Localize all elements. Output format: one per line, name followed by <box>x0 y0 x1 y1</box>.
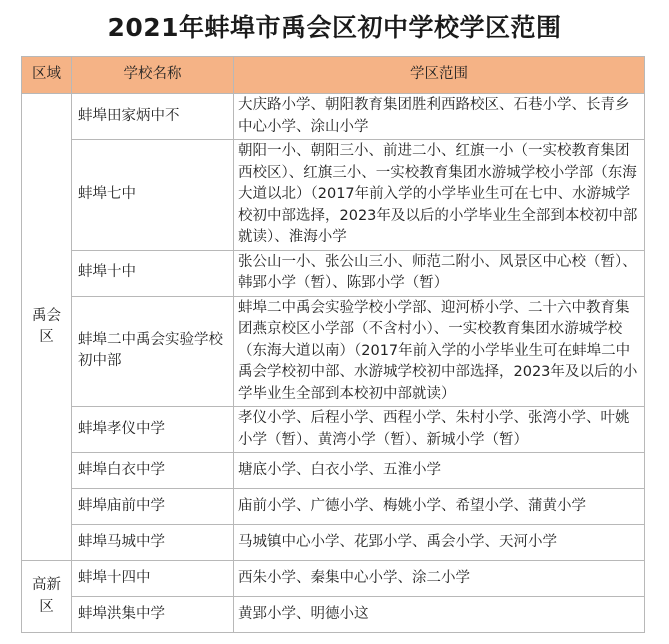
scope-cell: 大庆路小学、朝阳教育集团胜利西路校区、石巷小学、长青乡中心小学、涂山小学 <box>234 94 645 140</box>
table-row <box>22 453 645 489</box>
school-name-cell: 蚌埠孝仪中学 <box>72 407 234 453</box>
scope-cell: 塘底小学、白衣小学、五淮小学 <box>234 453 645 489</box>
scope-cell: 西朱小学、秦集中心小学、涂二小学 <box>234 561 645 597</box>
table-row <box>22 94 645 140</box>
district-cell-yuhui: 禹会区 <box>22 94 72 561</box>
school-name-cell: 蚌埠十中 <box>72 250 234 296</box>
school-name-cell: 蚌埠洪集中学 <box>72 597 234 633</box>
page-title: 2021年蚌埠市禹会区初中学校学区范围 <box>107 13 562 42</box>
school-name-cell: 蚌埠白衣中学 <box>72 453 234 489</box>
school-name-cell: 蚌埠马城中学 <box>72 525 234 561</box>
table-header-row <box>22 57 645 94</box>
scope-cell: 孝仪小学、后程小学、西程小学、朱村小学、张湾小学、叶姚小学（暂）、黄湾小学（暂）、新城小学（暂） <box>234 407 645 453</box>
table-row <box>22 407 645 453</box>
school-name-cell: 蚌埠七中 <box>72 140 234 251</box>
table-row <box>22 140 645 251</box>
school-name-cell: 蚌埠庙前中学 <box>72 489 234 525</box>
school-district-table <box>21 56 645 633</box>
table-row <box>22 296 645 407</box>
header-school-name: 学校名称 <box>72 57 234 94</box>
school-name-cell: 蚌埠十四中 <box>72 561 234 597</box>
scope-cell: 张公山一小、张公山三小、师范二附小、风景区中心校（暂）、韩郢小学（暂）、陈郢小学（暂） <box>234 250 645 296</box>
district-cell-gaoxin: 高新区 <box>22 561 72 633</box>
school-name-cell: 蚌埠田家炳中不 <box>72 94 234 140</box>
header-scope: 学区范围 <box>234 57 645 94</box>
scope-cell: 朝阳一小、朝阳三小、前进二小、红旗一小（一实校教育集团西校区）、红旗三小、一实校教育集团水游城学校小学部（东海大道以北）（2017年前入学的小学毕业生可在七中、水游城学校初中部选择，2023年及以后的小学毕业生全部到本校初中部就读）、淮海小学 <box>234 140 645 251</box>
scope-cell: 蚌埠二中禹会实验学校小学部、迎河桥小学、二十六中教育集团燕京校区小学部（不含村小）、一实校教育集团水游城学校（东海大道以南）（2017年前入学的小学毕业生可在蚌埠二中禹会学校初中部、水游城学校初中部选择，2023年及以后的小学毕业生全部到本校初中部就读） <box>234 296 645 407</box>
scope-cell: 黄郢小学、明德小这 <box>234 597 645 633</box>
scope-cell: 庙前小学、广德小学、梅姚小学、希望小学、蒲黄小学 <box>234 489 645 525</box>
table-row <box>22 561 645 597</box>
table-row <box>22 250 645 296</box>
table-row <box>22 525 645 561</box>
table-row <box>22 489 645 525</box>
school-name-cell: 蚌埠二中禹会实验学校初中部 <box>72 296 234 407</box>
header-district: 区域 <box>22 57 72 94</box>
scope-cell: 马城镇中心小学、花郢小学、禹会小学、天河小学 <box>234 525 645 561</box>
table-row <box>22 597 645 633</box>
